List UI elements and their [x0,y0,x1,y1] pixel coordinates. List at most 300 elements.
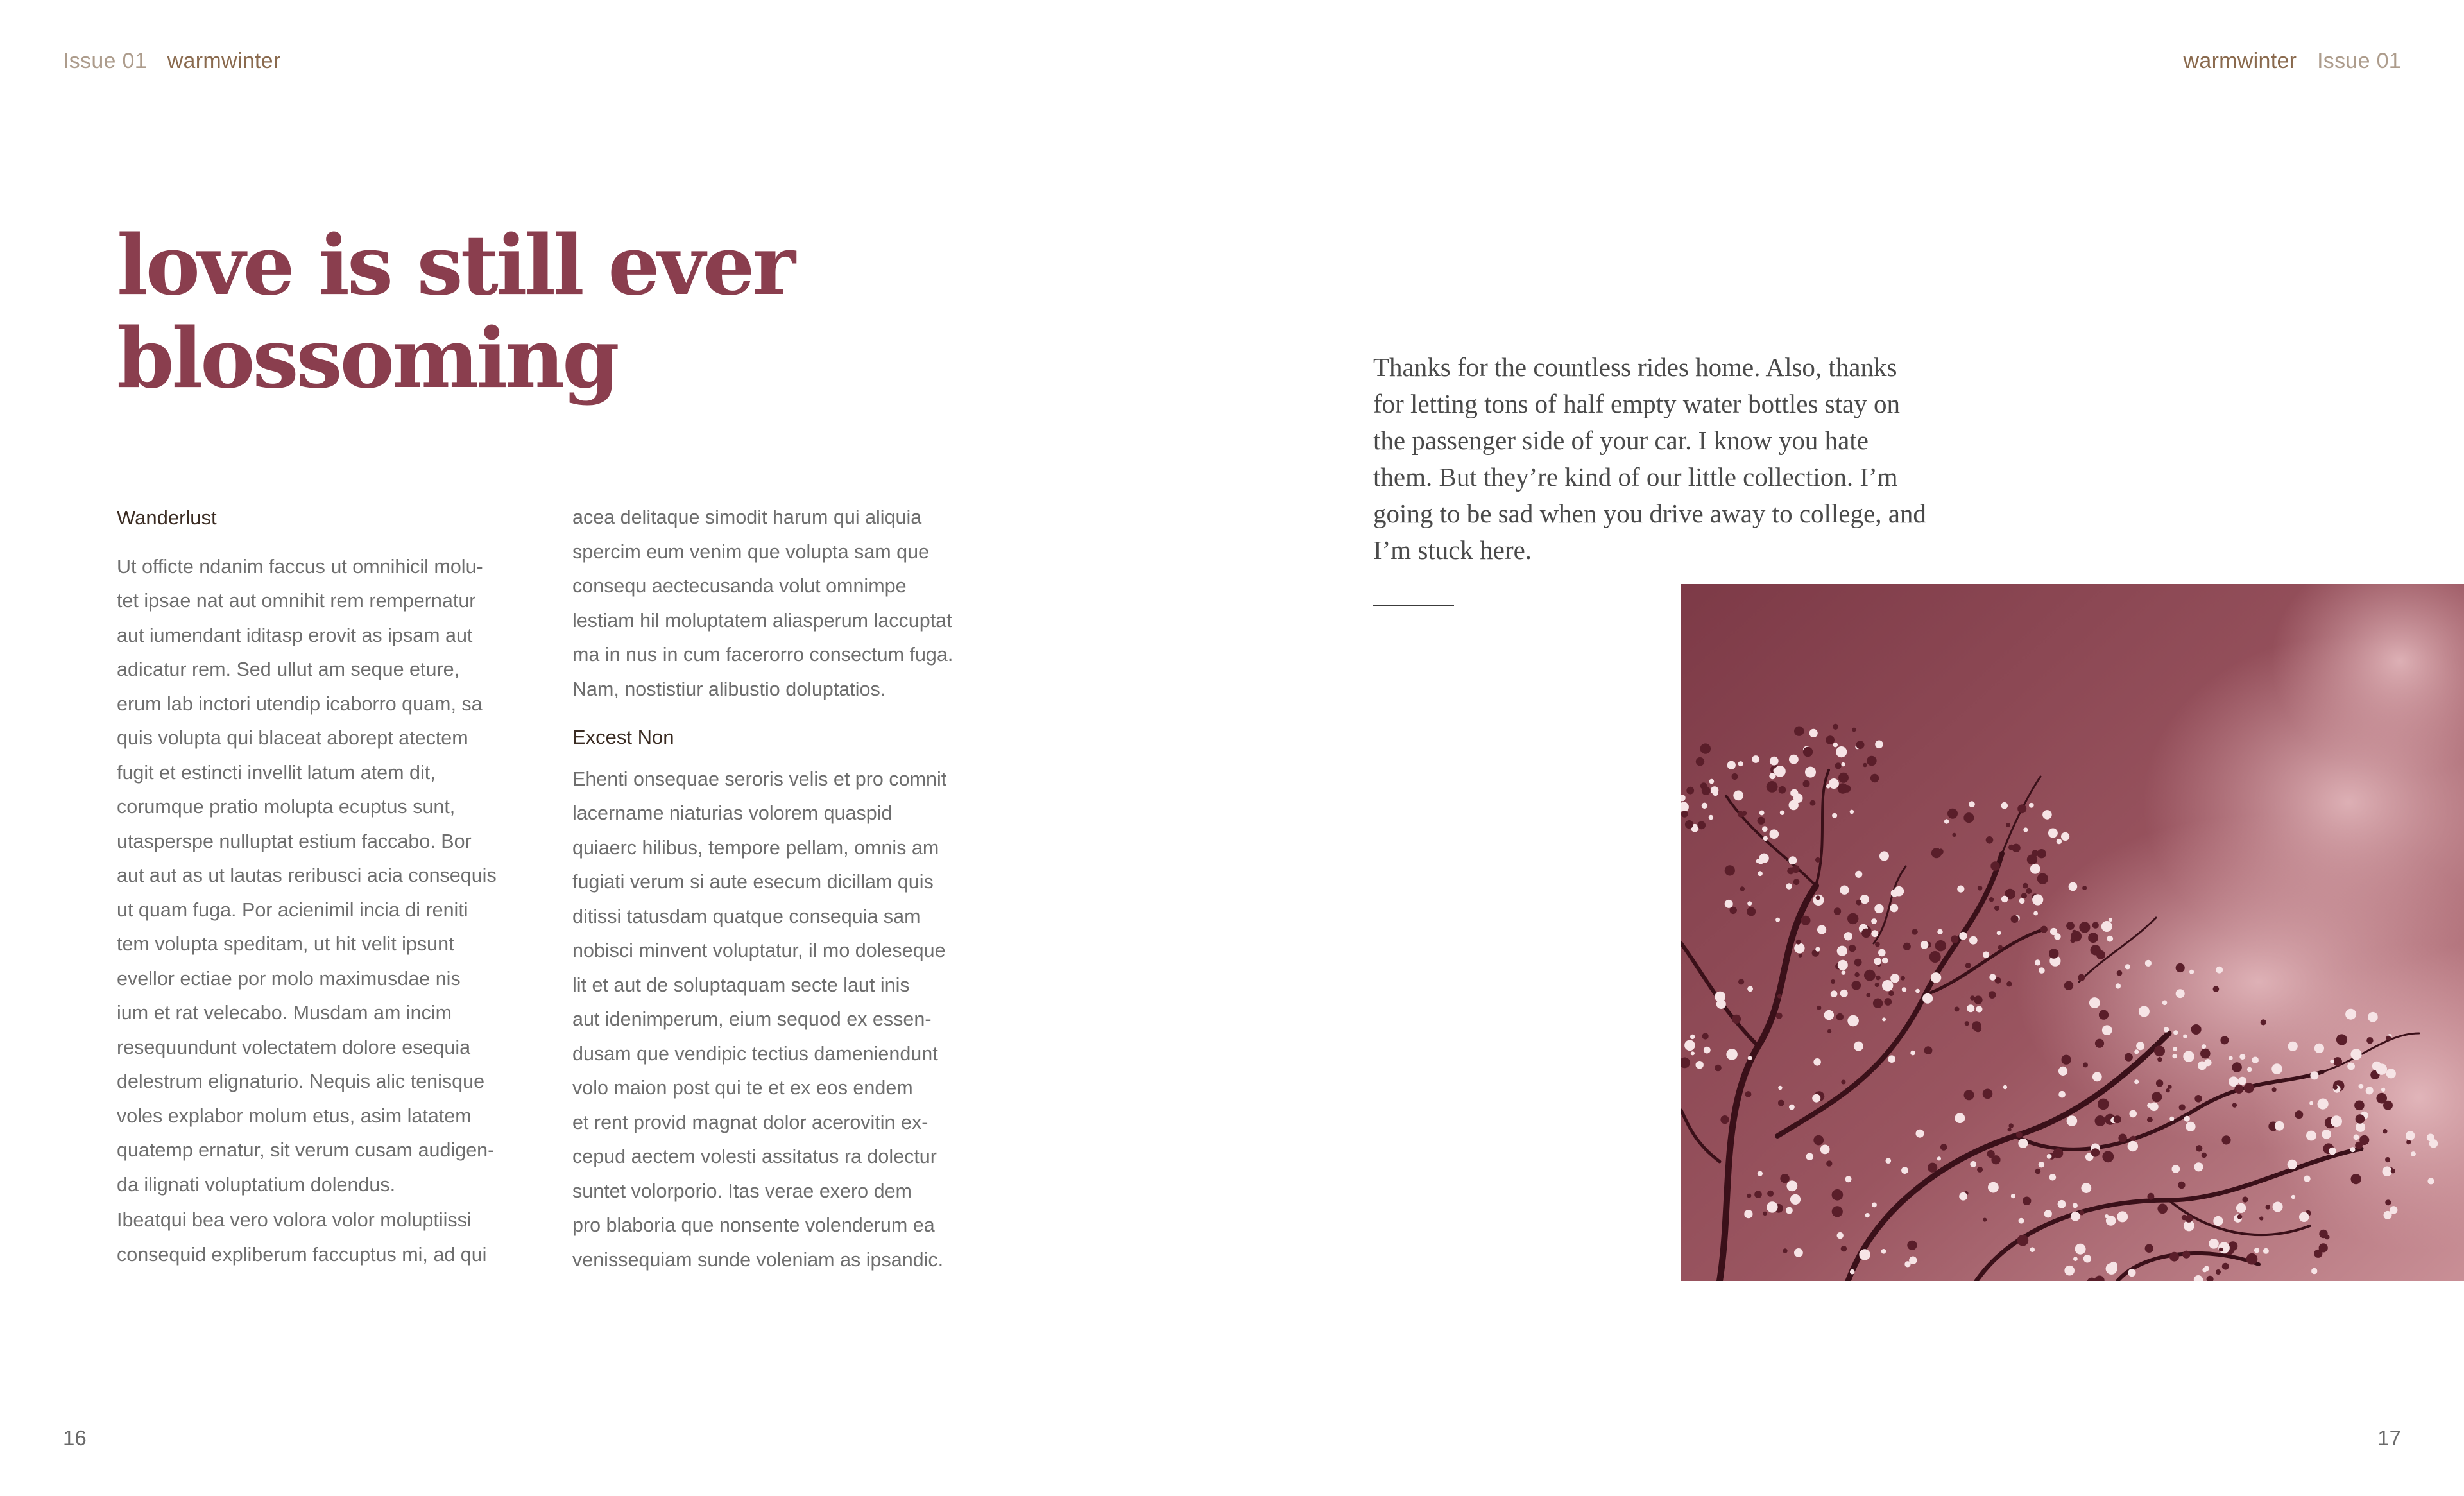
text-line: quatemp ernatur, sit verum cusam audigen- [117,1139,495,1161]
blossom-dot [2058,1091,2066,1098]
blossom-dot [1874,904,1883,913]
blossom-dot [1747,901,1752,906]
blossom-dot [1794,727,1804,736]
blossom-dot [1796,940,1801,945]
text-line: voles explabor molum etus, asim latatem [117,1105,472,1127]
blossom-dot [2073,1203,2078,1208]
blossom-dot [1805,767,1816,778]
blossom-dot [2333,1057,2342,1066]
blossom-dot [1788,856,1797,864]
blossom-dot [1711,786,1718,794]
blossom-dot [2099,1010,2109,1020]
blossom-dot [1786,1207,1793,1214]
blossom-dot [2236,1203,2246,1213]
blossom-dot [1789,1105,1795,1110]
blossom-dot [1978,886,1983,891]
blossom-dot [2011,1194,2015,1198]
blossom-dot [1770,757,1779,766]
blossom-dot [1747,907,1756,916]
blossom-dot [2304,1176,2310,1182]
blossom-dot [1842,970,1846,975]
blossom-dot [2091,1148,2100,1156]
blossom-dot [1861,929,1871,938]
blossom-dot [1786,883,1792,889]
blossom-dot [2083,1255,2091,1262]
blossom-dot [2102,1151,2114,1162]
blossom-dot [2173,1030,2178,1035]
blossom-dot [1793,793,1803,803]
blossom-dot [1841,762,1845,766]
blossom-dot [2057,839,2062,844]
blossom-dot [1747,1194,1752,1198]
blossom-dot [2110,1262,2118,1269]
blossom-dot [1815,947,1820,951]
blossom-dot [1983,952,1989,958]
blossom-dot [2053,1148,2064,1158]
blossom-dot [2069,882,2078,891]
blossom-dot [2035,959,2041,965]
blossom-dot [2139,1006,2150,1017]
blossoming-tree-photo-icon [1681,584,2464,1281]
blossom-dot [1838,960,1848,970]
text-line: pro blaboria que nonsente volenderum ea [572,1214,935,1236]
blossom-dot [2322,1130,2331,1139]
blossom-dot [2128,1141,2138,1151]
blossom-dot [2385,1157,2390,1162]
blossom-dot [1910,1051,1915,1056]
blossom-dot [2039,967,2045,974]
blossom-dot [1702,1033,1709,1039]
body-column-right [572,501,989,1277]
blossom-dot [2272,1063,2282,1074]
blossom-dot [1790,1194,1801,1205]
blossom-dot [2237,1214,2243,1219]
blossom-dot [2345,1009,2356,1020]
blossom-dot [2354,1101,2365,1111]
blossom-dot [2019,1218,2024,1224]
blossom-dot [2347,1063,2355,1070]
blossom-dot [1812,1094,1820,1103]
blossom-dot [2147,1117,2153,1122]
blossom-dot [2386,1069,2396,1078]
blossom-dot [1786,1180,1797,1191]
blossom-dot [2310,1071,2318,1079]
text-line: tem volupta speditam, ut hit velit ipsunt [117,933,454,955]
blossom-dot [2075,1244,2086,1255]
blossom-dot [2314,1044,2324,1053]
blossom-dot [2030,1247,2035,1252]
blossom-dot [1854,972,1859,977]
blossom-dot [2427,1178,2434,1184]
blossom-dot [2366,1087,2374,1094]
blossom-dot [2118,1134,2126,1142]
blossom-dot [2092,1072,2102,1082]
blossom-dot [1907,1241,1917,1250]
blossom-dot [2176,963,2185,972]
blossom-dot [2125,964,2130,969]
blossom-dot [2041,926,2048,933]
blossom-dot [1852,728,1856,732]
blossom-dot [2049,1174,2057,1181]
blossom-dot [1758,1171,1763,1176]
blossom-dot [2035,1169,2041,1174]
blossom-dot [1879,851,1889,861]
blossom-dot [1748,1056,1752,1060]
blossom-dot [2216,967,2223,974]
blossom-dot [1928,1163,1937,1173]
blossom-dot [1844,932,1852,940]
text-line: da ilignati voluptatium dolendus. [117,1173,396,1196]
blossom-dot [1855,871,1862,878]
blossom-dot [1969,936,1978,945]
text-line: Ut officte ndanim faccus ut omnihicil molu- [117,555,483,578]
blossom-dot [1779,786,1786,794]
blossom-dot [1854,959,1862,967]
blossom-dot [1758,871,1763,876]
blossom-dot [2064,981,2073,990]
blossom-dot [2080,1210,2085,1216]
blossom-dot [1849,945,1856,952]
blossom-dot [1912,929,1917,934]
blossom-dot [2026,888,2032,894]
blossom-dot [1759,811,1765,816]
blossom-dot [1959,932,1967,940]
blossom-dot [1841,1246,1847,1251]
blossom-dot [1794,943,1804,953]
blossom-dot [2166,1088,2169,1092]
blossom-dot [2058,1067,2067,1076]
text-line: cepud aectem volesti assitatus ra dolectur [572,1146,937,1167]
page-number-left: 16 [63,1426,87,1450]
blossom-dot [1767,781,1778,793]
blossom-dot [2164,1027,2169,1032]
quote-divider [1373,605,1454,606]
blossom-dot [1965,1021,1969,1026]
blossom-dot [2384,1211,2392,1219]
blossom-dot [2383,1129,2387,1133]
blossom-dot [2109,918,2112,922]
blossom-dot [1957,886,1964,893]
blossom-dot [2204,1266,2209,1271]
blossom-dot [2246,1253,2258,1265]
blossom-dot [1841,1080,1845,1085]
blossom-dot [2356,1114,2365,1124]
blossom-dot [1824,1010,1834,1020]
blossom-dot [1806,1153,1814,1160]
blossom-dot [2023,1197,2031,1205]
blossom-dot [2032,894,2043,905]
blossom-dot [1989,897,1994,902]
blossom-dot [1866,993,1870,997]
blossom-dot [2189,970,2194,974]
blossom-dot [1983,1089,1993,1099]
blossom-dot [1891,890,1899,897]
blossom-dot [2033,911,2038,916]
blossom-dot [2042,810,2052,820]
blossom-dot [1835,762,1842,769]
blossom-dot [1702,803,1707,809]
blossom-dot [2172,1165,2180,1173]
text-line: aut iumendant iditasp erovit as ipsam aut [117,624,473,646]
blossom-dot [1810,729,1818,737]
blossom-dot [2385,1199,2391,1205]
blossom-dot [1937,1156,1941,1160]
blossom-dot [1696,1061,1704,1069]
blossom-dot [1681,811,1688,818]
blossom-dot [1901,976,1905,981]
blossom-dot [2148,1193,2155,1200]
blossom-dot [1976,1006,1982,1012]
blossom-dot [1859,1249,1870,1260]
blossom-dot [1690,1035,1695,1039]
blossom-dot [1916,1130,1924,1138]
blossom-dot [2117,970,2123,976]
blossom-dot [1774,768,1779,774]
blossom-dot [2145,960,2152,967]
text-line: volo maion post qui te et ex eos endem [572,1077,913,1099]
blossom-dot [1882,958,1888,964]
text-line: quis volupta qui blaceat aborept atectem [117,727,468,749]
blossom-dot [2012,844,2020,852]
blossom-dot [2172,1054,2177,1058]
blossom-dot [1777,994,1782,999]
blossom-dot [2023,827,2028,832]
blossom-dot [2116,983,2121,988]
blossom-dot [2381,1064,2385,1068]
blossom-dot [1778,1086,1782,1090]
blossom-dot [1955,1113,1965,1123]
blossom-dot [1787,868,1794,875]
blossom-dot [1989,974,1996,980]
blossom-dot [2350,1147,2356,1152]
blossom-dot [2329,1148,2336,1155]
text-line: Ibeatqui bea vero volora volor moluptiissi [117,1209,472,1231]
blossom-dot [1725,865,1735,875]
blossom-dot [1832,813,1837,818]
blossom-dot [1882,1017,1886,1021]
text-line: resequundunt volectatem dolore esequia [117,1036,471,1058]
blossom-dot [1888,1055,1895,1063]
blossom-dot [2169,1252,2179,1262]
blossom-dot [1833,724,1838,730]
blossom-dot [2381,1088,2385,1092]
text-line: adicatur rem. Sed ullut am seque eture, [117,658,460,680]
blossom-dot [1754,1191,1762,1198]
blossom-dot [1903,943,1911,950]
blossom-dot [1990,861,1999,870]
blossom-dot [1875,983,1879,987]
blossom-dot [2406,1131,2415,1140]
blossom-dot [2006,981,2012,986]
blossom-dot [2092,922,2099,928]
blossom-dot [2019,898,2025,904]
blossom-dot [2194,1162,2203,1171]
blossom-dot [1944,819,1949,823]
text-line: Thanks for the countless rides home. Also, thanks [1373,352,1897,382]
blossom-dot [1983,1218,1987,1222]
blossom-dot [1888,990,1894,996]
blossom-dot [1845,1176,1852,1182]
blossom-dot [1747,986,1753,992]
blossom-dot [2239,1054,2245,1060]
blossom-dot [1931,848,1942,858]
blossom-dot [2089,997,2100,1008]
blossom-dot [1813,1058,1821,1066]
text-line: aut aut as ut lautas reribusci acia consequis [117,864,497,886]
blossom-dot [2049,949,2058,958]
blossom-dot [1882,980,1893,991]
blossom-dot [2254,1248,2259,1253]
blossom-dot [2156,1079,2163,1087]
blossom-dot [2319,1230,2327,1238]
blossom-dot [1875,942,1880,947]
blossom-dot [1738,811,1744,818]
headline-line: blossoming [117,311,617,407]
blossom-dot [2354,1134,2359,1140]
blossom-dot [1831,979,1835,984]
text-line: I’m stuck here. [1373,535,1532,565]
blossom-dot [1847,913,1858,924]
blossom-dot [2213,986,2220,992]
blossom-dot [1697,821,1706,830]
blossom-dot [1793,879,1800,885]
blossom-dot [2331,1115,2342,1127]
blossom-dot [1847,1015,1859,1027]
blossom-dot [1831,990,1838,997]
blossom-dot [2213,1216,2223,1226]
blossom-dot [2018,1139,2028,1148]
blossom-dot [2411,1151,2416,1156]
text-line: for letting tons of half empty water bottles stay on [1373,389,1900,418]
blossom-dot [1832,1206,1843,1217]
blossom-dot [2376,1093,2387,1104]
blossom-dot [1947,809,1958,819]
text-line: ma in nus in cum facerorro consectum fuga. [572,644,954,666]
blossom-dot [2073,1257,2078,1261]
blossom-dot [1826,735,1835,744]
photo-svg [1681,584,2464,1281]
body-paragraph [117,550,534,1203]
blossom-dot [2169,1117,2174,1121]
blossom-dot [2136,1042,2144,1050]
blossom-dot [2238,1077,2246,1085]
blossom-dot [1955,1007,1960,1012]
blossom-dot [2062,1055,2071,1065]
blossom-dot [1740,886,1745,891]
text-line: suntet volorporio. Itas verae exero dem [572,1180,912,1202]
blossom-dot [2058,1200,2066,1208]
blossom-dot [1696,757,1704,766]
blossom-dot [2273,1202,2283,1212]
blossom-dot [2029,803,2034,808]
blossom-dot [1730,907,1737,914]
blossom-dot [2129,1110,2137,1118]
blossom-dot [2023,883,2028,889]
text-line: consequid expliberum faccuptus mi, ad qui [117,1243,487,1266]
blossom-dot [1816,895,1820,900]
blossom-dot [1902,987,1906,992]
blossom-dot [2252,1057,2259,1064]
blossom-dot [1986,836,1994,844]
blossom-dot [2222,1263,2229,1270]
blossom-dot [1890,974,1899,983]
blossom-dot [1850,1269,1855,1275]
blossom-dot [2071,931,2082,941]
blossom-dot [1890,904,1898,913]
blossom-dot [1776,1013,1783,1019]
issue-number: Issue 01 [63,49,147,73]
blossom-dot [1974,995,1982,1004]
blossom-dot [1780,811,1784,815]
blossom-dot [1744,1210,1752,1218]
running-header-right [2184,49,2402,74]
text-line: going to be sad when you drive away to college, and [1373,499,1926,528]
blossom-dot [1801,916,1811,925]
blossom-dot [1836,1013,1844,1020]
blossom-dot [2242,1196,2248,1202]
blossom-dot [2107,936,2113,942]
blossom-dot [1864,970,1876,981]
blossom-dot [1874,958,1881,965]
blossom-dot [2071,1212,2080,1221]
text-line: ditissi tatusdam quatque consequia sam [572,905,921,927]
blossom-dot [1969,801,1975,807]
blossom-dot [2081,1183,2091,1193]
blossom-dot [1872,1203,1877,1208]
blossom-dot [1997,931,2001,935]
blossom-dot [2356,1122,2365,1132]
blossom-dot [2078,974,2085,981]
text-line: them. But they’re kind of our little collection. I’m [1373,462,1898,492]
blossom-dot [1994,906,1999,911]
blossom-dot [2368,1012,2378,1022]
blossom-dot [2359,1084,2364,1089]
text-line: dusam que vendipic tectius dameniendunt [572,1042,938,1065]
blossom-dot [1827,1029,1831,1033]
blossom-dot [2016,1131,2023,1138]
blossom-dot [1803,747,1813,757]
blossom-dot [2306,1131,2316,1141]
blossom-dot [2221,1135,2230,1144]
blossom-dot [2191,1024,2202,1035]
blossom-dot [2232,1062,2242,1072]
blossom-dot [1840,990,1848,997]
blossom-dot [1762,826,1768,832]
blossom-dot [1684,1040,1695,1051]
blossom-dot [1783,1248,1787,1253]
blossom-dot [2232,1103,2237,1107]
text-line: spercim eum venim que volupta sam que [572,540,930,563]
blossom-dot [2198,1062,2207,1070]
text-line: lestiam hil moluptatem aliasperum laccuptat [572,609,952,632]
blossom-dot [2350,1049,2361,1060]
blossom-dot [1738,761,1743,766]
text-line: venissequiam sunde voleniam as ipsandic. [572,1248,944,1271]
blossom-dot [2309,1101,2313,1105]
blossom-dot [2366,1037,2373,1044]
blossom-dot [1780,1174,1789,1183]
blossom-dot [2182,1251,2190,1259]
blossom-dot [1700,743,1711,753]
blossom-dot [1836,746,1847,757]
blossom-dot [1813,1135,1824,1146]
blossom-dot [1702,786,1711,795]
blossom-dot [1732,773,1738,780]
blossom-dot [2209,1239,2219,1249]
blossom-dot [2200,1049,2211,1059]
blossom-dot [2299,1212,2309,1222]
blossom-dot [1886,1158,1892,1164]
